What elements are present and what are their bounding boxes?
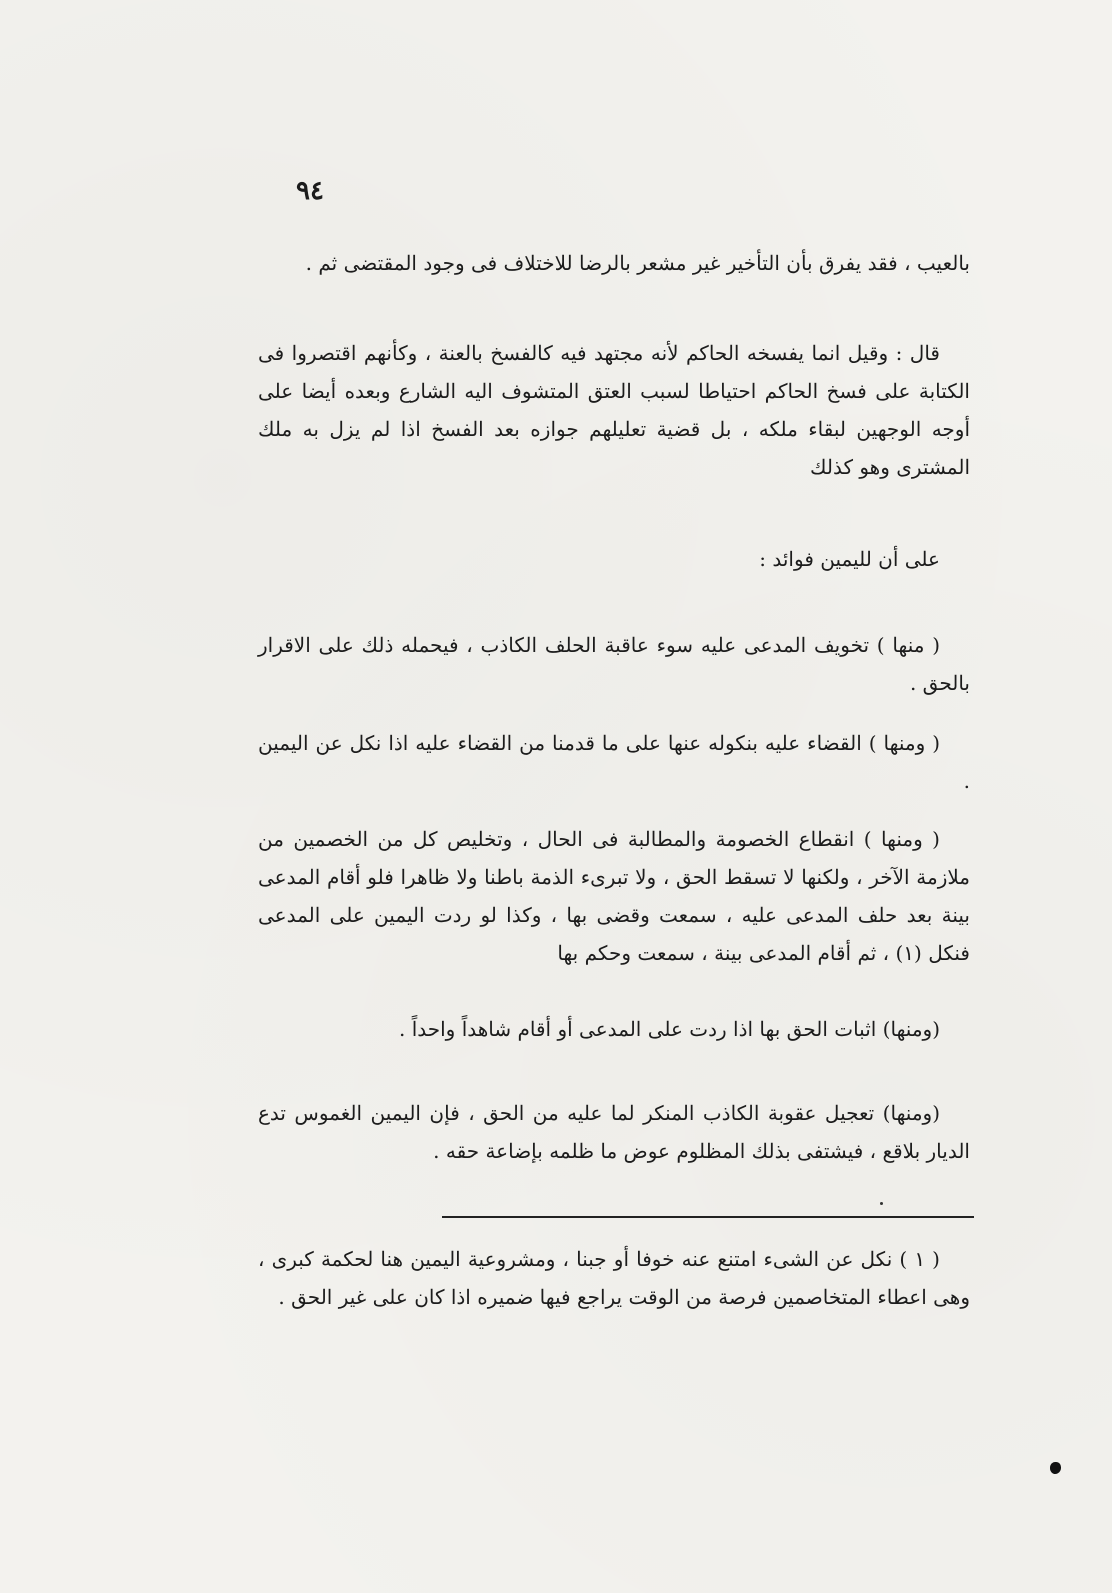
ink-blot-mark xyxy=(1050,1462,1061,1474)
paragraph-benefits-intro: على أن لليمين فوائد : xyxy=(759,547,940,571)
rule-dot xyxy=(880,1202,883,1205)
paragraph-benefit-1: ( منها ) تخويف المدعى عليه سوء عاقبة الحلف الكاذب ، فيحمله ذلك على الاقرار بالحق . xyxy=(258,633,970,695)
footnote: ( ١ ) نكل عن الشىء امتنع عنه خوفا أو جبنا ، ومشروعية اليمين هنا لحكمة كبرى ، وهى اعطاء المتخاصمين فرصة من الوقت يراجع فيها ضميره اذا كان على غير الحق . xyxy=(258,1247,970,1309)
paragraph-qal: قال : وقيل انما يفسخه الحاكم لأنه مجتهد فيه كالفسخ بالعنة ، وكأنهم اقتصروا فى الكتابة على فسخ الحاكم احتياطا لسبب العتق المتشوف اليه الشارع وبعده أيضا على أوجه الوجهين لبقاء ملكه ، بل قضية تعليلهم جوازه بعد الفسخ اذا لم يزل به ملك المشترى وهو كذلك xyxy=(258,341,970,479)
paragraph-benefit-3: ( ومنها ) انقطاع الخصومة والمطالبة فى الحال ، وتخليص كل من الخصمين من ملازمة الآخر ، ولكنها لا تسقط الحق ، ولا تبرىء الذمة باطنا ولا ظاهرا فلو أقام المدعى بينة بعد حلف المدعى عليه ، سمعت وقضى بها ، وكذا لو ردت اليمين على المدعى فنكل (١) ، ثم أقام المدعى بينة ، سمعت وحكم بها xyxy=(258,827,970,965)
paragraph-continuation: بالعيب ، فقد يفرق بأن التأخير غير مشعر بالرضا للاختلاف فى وجود المقتضى ثم . xyxy=(305,251,970,275)
paragraph-benefit-4: (ومنها) اثبات الحق بها اذا ردت على المدعى أو أقام شاهداً واحداً . xyxy=(398,1017,940,1041)
paragraph-benefit-5: (ومنها) تعجيل عقوبة الكاذب المنكر لما عليه من الحق ، فإن اليمين الغموس تدع الديار بلاقع ، فيشتفى بذلك المظلوم عوض ما ظلمه بإضاعة حقه . xyxy=(258,1101,970,1163)
footnote-divider xyxy=(442,1216,974,1218)
paragraph-benefit-2: ( ومنها ) القضاء عليه بنكوله عنها على ما قدمنا من القضاء عليه اذا نكل عن اليمين . xyxy=(258,731,970,793)
page-number: ٩٤ xyxy=(296,176,324,206)
